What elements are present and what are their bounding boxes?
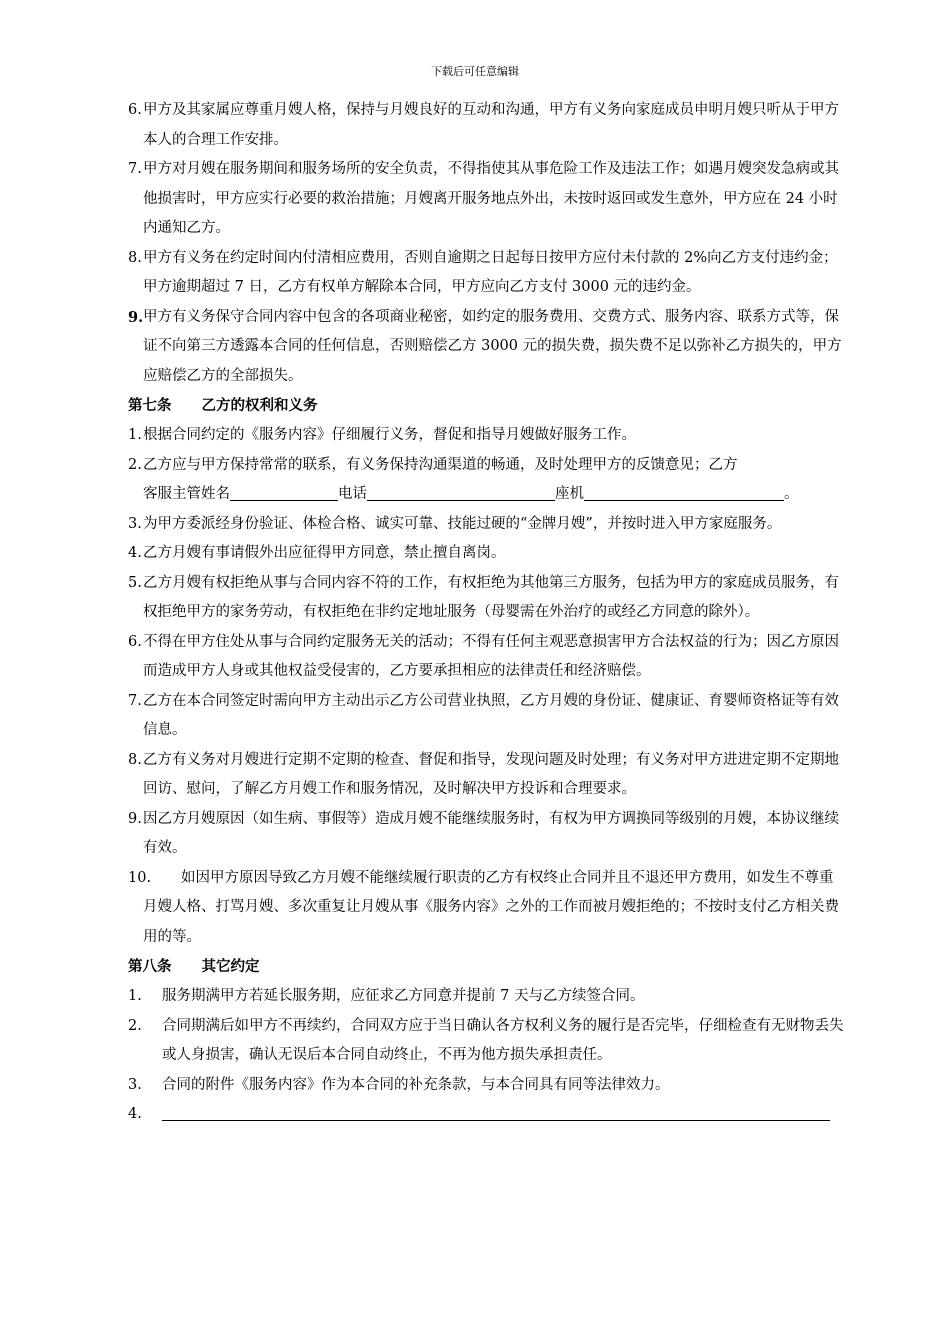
item-number: 2. [128,456,142,473]
item-number: 7. [128,692,142,709]
item-number: 8. [128,751,142,768]
period: 。 [784,486,799,502]
list-item [128,1100,846,1130]
item-number: 6. [128,633,142,650]
item-text: 合同期满后如甲方不再续约，合同双方应于当日确认各方权利义务的履行是否完毕，仔细检查有无财物丢失或人身损害，确认无误后本合同自动终止，不再为他方损失承担责任。 [162,1017,844,1063]
list-item [128,96,846,155]
page-header: 下载后可任意编辑 [431,65,519,78]
article-number: 第七条 [128,397,172,414]
item-number: 2. [128,1017,142,1034]
manager-name-label: 客服主管姓名 [143,486,230,502]
item-text: 根据合同约定的《服务内容》仔细履行义务，督促和指导月嫂做好服务工作。 [143,427,636,443]
item-number: 1. [128,427,142,443]
landline-label: 座机 [555,486,584,502]
article-title: 其它约定 [201,958,260,975]
list-item [128,510,846,540]
phone-label: 电话 [338,486,367,502]
item-number: 5. [128,574,142,591]
item-text: 乙方在本合同签定时需向甲方主动出示乙方公司营业执照，乙方月嫂的身份证、健康证、育婴师资格证等有效信息。 [143,692,839,738]
list-item [128,1012,846,1071]
article-number: 第八条 [128,958,172,975]
contract-body [128,96,846,1130]
contact-line [143,480,846,510]
list-item [128,982,846,1012]
phone-blank [367,484,555,501]
list-item [128,746,846,805]
landline-blank [584,484,784,501]
item-text: 乙方月嫂有权拒绝从事与合同内容不符的工作，有权拒绝为其他第三方服务，包括为甲方的家庭成员服务，有权拒绝甲方的家务劳动，有权拒绝在非约定地址服务（母婴需在外治疗的或经乙方同意的除外）。 [143,574,839,620]
list-item [128,421,846,451]
item-number: 9. [128,810,142,827]
list-item [128,628,846,687]
list-item [128,687,846,746]
item-number: 4. [128,1106,142,1122]
item-number: 8. [128,249,142,266]
list-item [128,864,846,953]
article-heading [128,391,846,421]
list-item [128,539,846,569]
item-text: 如因甲方原因导致乙方月嫂不能继续履行职责的乙方有权终止合同并且不退还甲方费用，如发生不尊重月嫂人格、打骂月嫂、多次重复让月嫂从事《服务内容》之外的工作而被月嫂拒绝的；不按时支付乙方相关费用的等。 [143,869,839,945]
item-text [162,1100,846,1130]
item-number: 1. [128,988,142,1004]
item-number: 7. [128,161,142,177]
item-text: 服务期满甲方若延长服务期，应征求乙方同意并提前 7 天与乙方续签合同。 [162,988,645,1004]
item-number: 4. [128,545,142,561]
list-item [128,244,846,303]
item-number: 3. [128,1076,142,1093]
item-text: 甲方及其家属应尊重月嫂人格，保持与月嫂良好的互动和沟通，甲方有义务向家庭成员申明月嫂只听从于甲方本人的合理工作安排。 [143,102,839,148]
item-number: 3. [128,515,142,532]
list-item [128,569,846,628]
blank-line [162,1120,830,1121]
list-item [128,805,846,864]
list-item [128,155,846,244]
item-text: 合同的附件《服务内容》作为本合同的补充条款，与本合同具有同等法律效力。 [162,1076,670,1093]
article-heading [128,952,846,982]
item-text: 为甲方委派经身份验证、体检合格、诚实可靠、技能过硬的“金牌月嫂”，并按时进入甲方家庭服务。 [143,515,782,532]
item-text: 不得在甲方住处从事与合同约定服务无关的活动；不得有任何主观恶意损害甲方合法权益的行为；因乙方原因而造成甲方人身或其他权益受侵害的，乙方要承担相应的法律责任和经济赔偿。 [143,633,839,679]
item-text: 乙方应与甲方保持常常的联系，有义务保持沟通渠道的畅通，及时处理甲方的反馈意见；乙方 [143,456,738,473]
item-text: 乙方月嫂有事请假外出应征得甲方同意，禁止擅自离岗。 [143,545,506,561]
list-item [128,451,846,510]
manager-name-blank [230,484,338,501]
item-number: 10. [128,869,152,886]
list-item [128,303,846,392]
item-text: 甲方有义务在约定时间内付清相应费用，否则自逾期之日起每日按甲方应付未付款的 2%向乙方支付违约金；甲方逾期超过 7 日，乙方有权单方解除本合同，甲方应向乙方支付 3000 元的违约金。 [143,249,838,295]
item-text: 乙方有义务对月嫂进行定期不定期的检查、督促和指导，发现问题及时处理；有义务对甲方进进定期不定期地回访、慰问，了解乙方月嫂工作和服务情况，及时解决甲方投诉和合理要求。 [143,751,839,797]
article-title: 乙方的权利和义务 [201,397,318,414]
item-number: 6. [128,102,142,118]
list-item [128,1071,846,1101]
item-text: 甲方对月嫂在服务期间和服务场所的安全负责，不得指使其从事危险工作及违法工作；如遇月嫂突发急病或其他损害时，甲方应实行必要的救治措施；月嫂离开服务地点外出，未按时返回或发生意外，甲方应在 24 小时内通知乙方。 [143,161,839,236]
item-number: 9. [128,308,144,326]
item-text: 甲方有义务保守合同内容中包含的各项商业秘密，如约定的服务费用、交费方式、服务内容、联系方式等，保证不向第三方透露本合同的任何信息，否则赔偿乙方 3000 元的损失费，损失费不足以弥补乙方损失的，甲方应赔偿乙方的全部损失。 [143,308,842,384]
item-text: 因乙方月嫂原因（如生病、事假等）造成月嫂不能继续服务时，有权为甲方调换同等级别的月嫂，本协议继续有效。 [143,810,839,856]
